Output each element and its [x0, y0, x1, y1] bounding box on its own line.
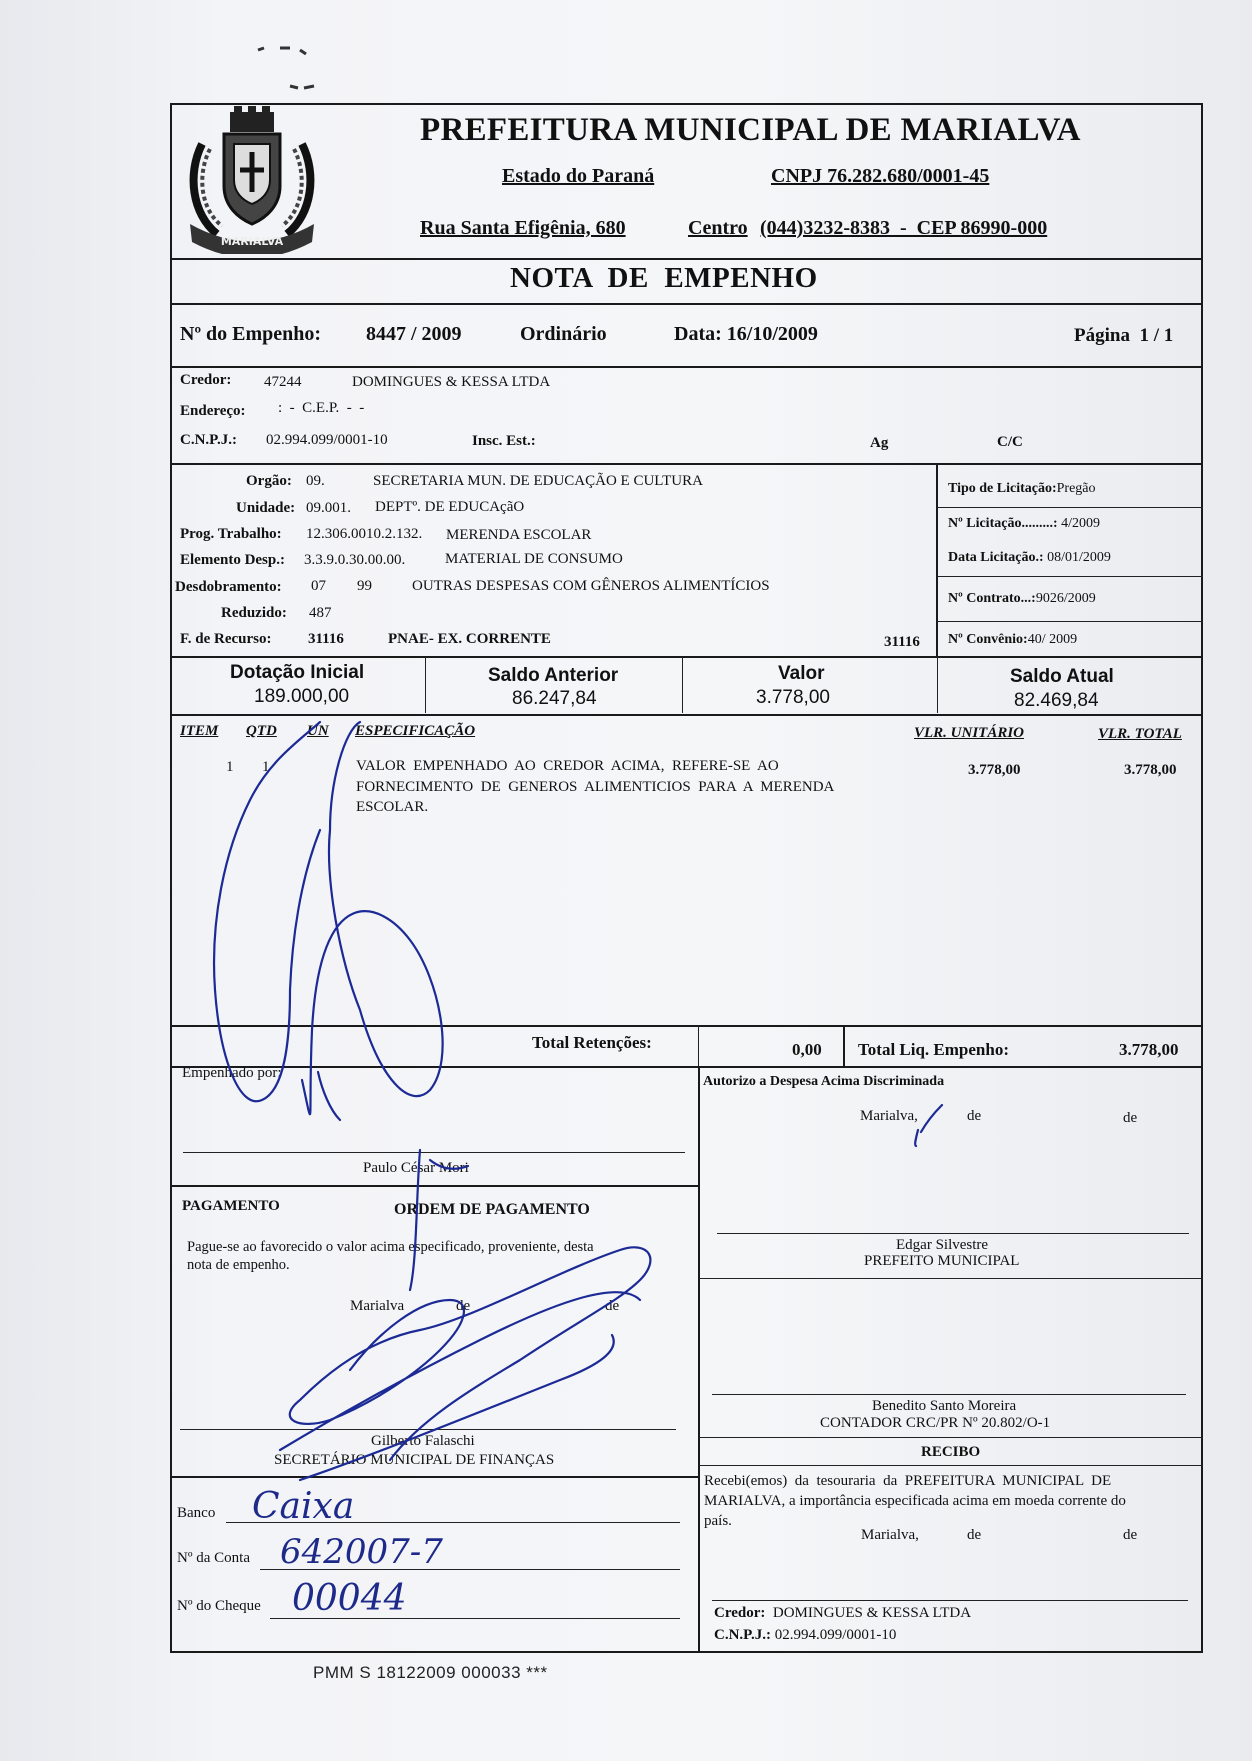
- divider: [170, 366, 1203, 368]
- unidade-desc: DEPTº. DE EDUCAçãO: [375, 499, 525, 515]
- state-label: Estado do Paraná: [502, 165, 655, 187]
- col-especificacao: ESPECIFICAÇÃO: [355, 723, 476, 739]
- fonte-recurso-desc: PNAE- EX. CORRENTE: [388, 631, 551, 647]
- unidade-value: 09.001.: [306, 500, 351, 516]
- empenho-number-label: Nº do Empenho:: [180, 323, 322, 345]
- col-qtd: QTD: [246, 723, 277, 739]
- divider: [170, 463, 1203, 465]
- empenho-date: Data: 16/10/2009: [674, 323, 818, 345]
- divider: [936, 463, 938, 656]
- recibo-texto-1: Recebi(emos) da tesouraria da PREFEITURA MUNICIPAL DE: [704, 1473, 1112, 1489]
- recibo-local: Marialva,: [861, 1527, 919, 1543]
- col-item: ITEM: [180, 723, 219, 739]
- pagamento-de-1: de: [456, 1298, 471, 1314]
- unidade-label: Unidade:: [236, 500, 296, 516]
- cnpj-credor-value: 02.994.099/0001-10: [266, 432, 388, 448]
- banco-value: Caixa: [252, 1486, 355, 1527]
- prefeito-cargo: PREFEITO MUNICIPAL: [864, 1253, 1020, 1269]
- autorizo-de-1: de: [967, 1108, 982, 1124]
- prog-trabalho-desc: MERENDA ESCOLAR: [446, 527, 592, 543]
- divider: [170, 1185, 699, 1187]
- valor-value: 3.778,00: [756, 687, 830, 708]
- cheque-value: 00044: [292, 1578, 407, 1619]
- contador-nome: Benedito Santo Moreira: [872, 1398, 1017, 1414]
- divider: [699, 1465, 1203, 1466]
- saldo-atual-label: Saldo Atual: [1010, 666, 1114, 687]
- prog-trabalho-value: 12.306.0010.2.132.: [306, 526, 423, 542]
- fonte-recurso-label: F. de Recurso:: [180, 631, 272, 647]
- data-licitacao: Data Licitação.: 08/01/2009: [948, 550, 1111, 565]
- valor-label: Valor: [778, 663, 825, 684]
- saldo-atual-value: 82.469,84: [1014, 690, 1099, 711]
- elemento-desc: MATERIAL DE CONSUMO: [445, 551, 623, 567]
- conta-value: 642007-7: [280, 1532, 443, 1572]
- total-liquido-value: 3.778,00: [1119, 1040, 1179, 1059]
- col-valor-unitario: VLR. UNITÁRIO: [914, 725, 1025, 741]
- saldo-anterior-label: Saldo Anterior: [488, 665, 619, 686]
- divider: [170, 1476, 699, 1478]
- recibo-cnpj: C.N.P.J.: 02.994.099/0001-10: [714, 1627, 897, 1643]
- svg-text:MARIALVA: MARIALVA: [220, 235, 284, 248]
- divider: [699, 1278, 1203, 1279]
- numero-convenio: Nº Convênio:40/ 2009: [948, 632, 1078, 647]
- divider: [699, 1437, 1203, 1438]
- desdobramento-value-1: 07: [311, 578, 326, 594]
- row-qtd: 1: [262, 759, 270, 775]
- recibo-de-1: de: [967, 1527, 982, 1543]
- divider: [170, 1066, 1203, 1068]
- autorizo-local: Marialva,: [860, 1108, 918, 1124]
- row-spec-line3: ESCOLAR.: [356, 799, 429, 815]
- endereco-value: : - C.E.P. - -: [278, 400, 365, 416]
- pagamento-local: Marialva: [350, 1298, 405, 1314]
- col-un: UN: [307, 723, 329, 739]
- cheque-label: Nº do Cheque: [177, 1598, 261, 1614]
- autorizo-label: Autorizo a Despesa Acima Discriminada: [703, 1074, 945, 1089]
- footer-stamp: PMM S 18122009 000033 ***: [313, 1663, 548, 1682]
- recibo-credor: Credor: DOMINGUES & KESSA LTDA: [714, 1605, 972, 1621]
- endereco-label: Endereço:: [180, 403, 246, 419]
- cnpj-label: CNPJ 76.282.680/0001-45: [771, 165, 990, 187]
- saldo-anterior-value: 86.247,84: [512, 688, 597, 709]
- municipality-title: PREFEITURA MUNICIPAL DE MARIALVA: [420, 112, 1081, 148]
- conta-label: Nº da Conta: [177, 1550, 250, 1566]
- divider: [937, 657, 938, 713]
- ordem-pagamento-label: ORDEM DE PAGAMENTO: [394, 1201, 590, 1218]
- divider: [843, 1025, 845, 1067]
- empenho-number: 8447 / 2009: [366, 323, 462, 345]
- signature-line: [712, 1600, 1188, 1601]
- address-label: Rua Santa Efigênia, 680: [420, 217, 626, 239]
- credor-code: 47244: [264, 374, 302, 390]
- numero-contrato: Nº Contrato...:9026/2009: [948, 591, 1096, 606]
- desdobramento-label: Desdobramento:: [175, 579, 282, 595]
- divider: [698, 1025, 699, 1067]
- reduzido-label: Reduzido:: [221, 605, 287, 621]
- orgao-value: 09.: [306, 473, 325, 489]
- total-retencoes-value: 0,00: [792, 1040, 822, 1059]
- divider: [682, 657, 683, 713]
- district-label: Centro: [688, 217, 748, 239]
- dotacao-inicial-value: 189.000,00: [254, 686, 350, 707]
- desdobramento-desc: OUTRAS DESPESAS COM GÊNEROS ALIMENTÍCIOS: [412, 578, 770, 594]
- empenhado-por-label: Empenhado por:: [182, 1065, 282, 1081]
- empenhado-por-nome: Paulo César Mori: [363, 1160, 469, 1176]
- row-valor-unitario: 3.778,00: [968, 762, 1021, 778]
- conta-corrente-label: C/C: [997, 434, 1023, 450]
- row-item: 1: [226, 759, 234, 775]
- divider: [170, 656, 1203, 658]
- agencia-label: Ag: [870, 435, 889, 451]
- row-spec-line2: FORNECIMENTO DE GENEROS ALIMENTICIOS PARA A MERENDA: [356, 779, 835, 795]
- insc-est-label: Insc. Est.:: [472, 433, 536, 449]
- page-number: Página 1 / 1: [1074, 325, 1174, 346]
- signature-line: [717, 1233, 1189, 1234]
- divider: [170, 1025, 1203, 1027]
- secretario-cargo: SECRETÁRIO MUNICIPAL DE FINANÇAS: [274, 1452, 555, 1468]
- signature-line: [712, 1394, 1186, 1395]
- divider: [170, 303, 1203, 305]
- orgao-desc: SECRETARIA MUN. DE EDUCAÇÃO E CULTURA: [373, 473, 703, 489]
- signature-line: [180, 1429, 676, 1430]
- secretario-nome: Gilberto Falaschi: [371, 1433, 475, 1449]
- banco-label: Banco: [177, 1505, 216, 1521]
- divider: [425, 657, 426, 713]
- total-liquido-label: Total Liq. Empenho:: [858, 1040, 1009, 1059]
- reduzido-value: 487: [309, 605, 332, 621]
- prog-trabalho-label: Prog. Trabalho:: [180, 526, 282, 542]
- recibo-texto-2: MARIALVA, a importância especificada acima em moeda corrente do: [704, 1493, 1126, 1509]
- divider: [170, 258, 1203, 260]
- credor-label: Credor:: [180, 372, 232, 388]
- recibo-de-2: de: [1123, 1527, 1138, 1543]
- fonte-recurso-value: 31116: [308, 631, 344, 647]
- signature-line: [183, 1152, 685, 1153]
- cnpj-credor-label: C.N.P.J.:: [180, 432, 237, 448]
- total-retencoes-label: Total Retenções:: [532, 1033, 652, 1052]
- pagamento-de-2: de: [605, 1298, 620, 1314]
- orgao-label: Orgão:: [246, 473, 292, 489]
- pagamento-texto-1: Pague-se ao favorecido o valor acima especificado, proveniente, desta: [187, 1239, 594, 1255]
- divider: [937, 621, 1203, 622]
- desdobramento-value-2: 99: [357, 578, 372, 594]
- elemento-label: Elemento Desp.:: [180, 552, 285, 568]
- phone-cep-label: (044)3232-8383 - CEP 86990-000: [760, 217, 1048, 239]
- fonte-recurso-right: 31116: [884, 634, 920, 650]
- recibo-title: RECIBO: [921, 1444, 981, 1460]
- divider: [937, 507, 1203, 508]
- divider: [698, 1066, 700, 1651]
- scan-marks: [240, 30, 360, 100]
- credor-name: DOMINGUES & KESSA LTDA: [352, 374, 551, 390]
- pagamento-label: PAGAMENTO: [182, 1198, 280, 1214]
- col-valor-total: VLR. TOTAL: [1098, 726, 1182, 742]
- divider: [170, 714, 1203, 716]
- pagamento-texto-2: nota de empenho.: [187, 1257, 290, 1273]
- divider: [937, 576, 1203, 577]
- tipo-licitacao: Tipo de Licitação:Pregão: [948, 481, 1096, 496]
- row-valor-total: 3.778,00: [1124, 762, 1177, 778]
- elemento-value: 3.3.9.0.30.00.00.: [304, 552, 406, 568]
- contador-cargo: CONTADOR CRC/PR Nº 20.802/O-1: [820, 1415, 1051, 1431]
- numero-licitacao: Nº Licitação.........: 4/2009: [948, 516, 1100, 531]
- recibo-texto-3: país.: [704, 1513, 732, 1529]
- prefeito-nome: Edgar Silvestre: [896, 1237, 989, 1253]
- document-title: NOTA DE EMPENHO: [510, 262, 818, 294]
- municipal-crest-icon: [182, 104, 322, 254]
- row-spec-line1: VALOR EMPENHADO AO CREDOR ACIMA, REFERE-SE AO: [356, 758, 779, 774]
- empenho-type: Ordinário: [520, 323, 607, 345]
- autorizo-de-2: de: [1123, 1110, 1138, 1126]
- dotacao-inicial-label: Dotação Inicial: [230, 662, 365, 683]
